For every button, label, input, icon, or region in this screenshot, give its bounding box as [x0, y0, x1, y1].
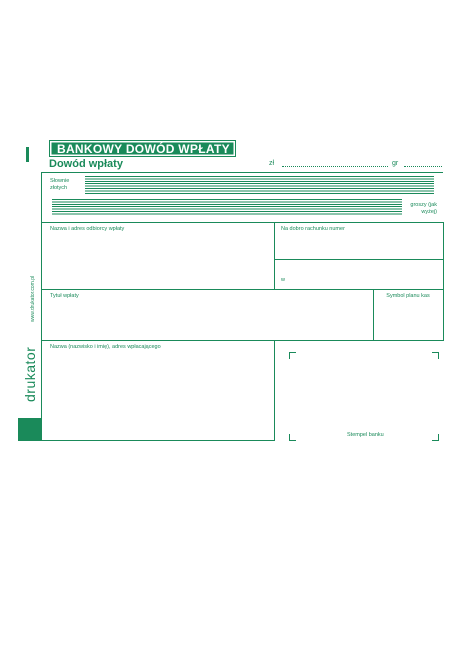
bank-w-label: w: [281, 277, 285, 283]
amount-words-field-2[interactable]: [52, 199, 402, 215]
recipient-label: Nazwa i adres odbiorcy wpłaty: [50, 226, 125, 232]
zl-amount-field[interactable]: [282, 166, 388, 167]
stamp-corner-br: [432, 434, 439, 441]
symbol-label: Symbol planu kas: [386, 293, 430, 299]
payer-bottom-border: [41, 440, 275, 441]
stamp-corner-bl: [289, 434, 296, 441]
account-label: Na dobro rachunku numer: [281, 226, 345, 232]
account-right-border: [443, 222, 444, 289]
row-divider-2: [41, 289, 443, 290]
brand-color-block: [18, 418, 41, 441]
stamp-label: Stempel banku: [347, 432, 384, 438]
account-bank-divider: [274, 259, 443, 260]
grosze-label: groszy (jak wyżej): [410, 202, 437, 216]
title-symbol-divider: [373, 289, 374, 341]
gr-amount-field[interactable]: [404, 166, 442, 167]
form-subtitle: Dowód wpłaty: [49, 158, 123, 170]
stamp-corner-tr: [432, 352, 439, 359]
symbol-right-border: [443, 289, 444, 341]
zl-label: zł: [269, 160, 275, 167]
gr-label: gr: [392, 160, 399, 167]
row-divider-3: [41, 340, 443, 341]
recipient-account-divider: [274, 222, 275, 289]
brand-logo: drukator: [22, 346, 38, 402]
payment-title-label: Tytuł wpłaty: [50, 293, 79, 299]
form-marker: [26, 147, 29, 162]
website-text: www.drukator.com.pl: [30, 275, 36, 322]
form-title: BANKOWY DOWÓD WPŁATY: [57, 141, 230, 156]
amount-words-field-1[interactable]: [85, 176, 434, 194]
form-top-border: [41, 172, 443, 173]
stamp-corner-tl: [289, 352, 296, 359]
form-title-banner: [49, 140, 236, 157]
form-left-border: [41, 172, 42, 441]
payer-label: Nazwa (nazwisko i imię), adres wpłacającego: [50, 344, 161, 350]
payer-right-border: [274, 340, 275, 441]
amount-words-label: Słownie złotych: [50, 178, 70, 192]
row-divider-1: [41, 222, 443, 223]
